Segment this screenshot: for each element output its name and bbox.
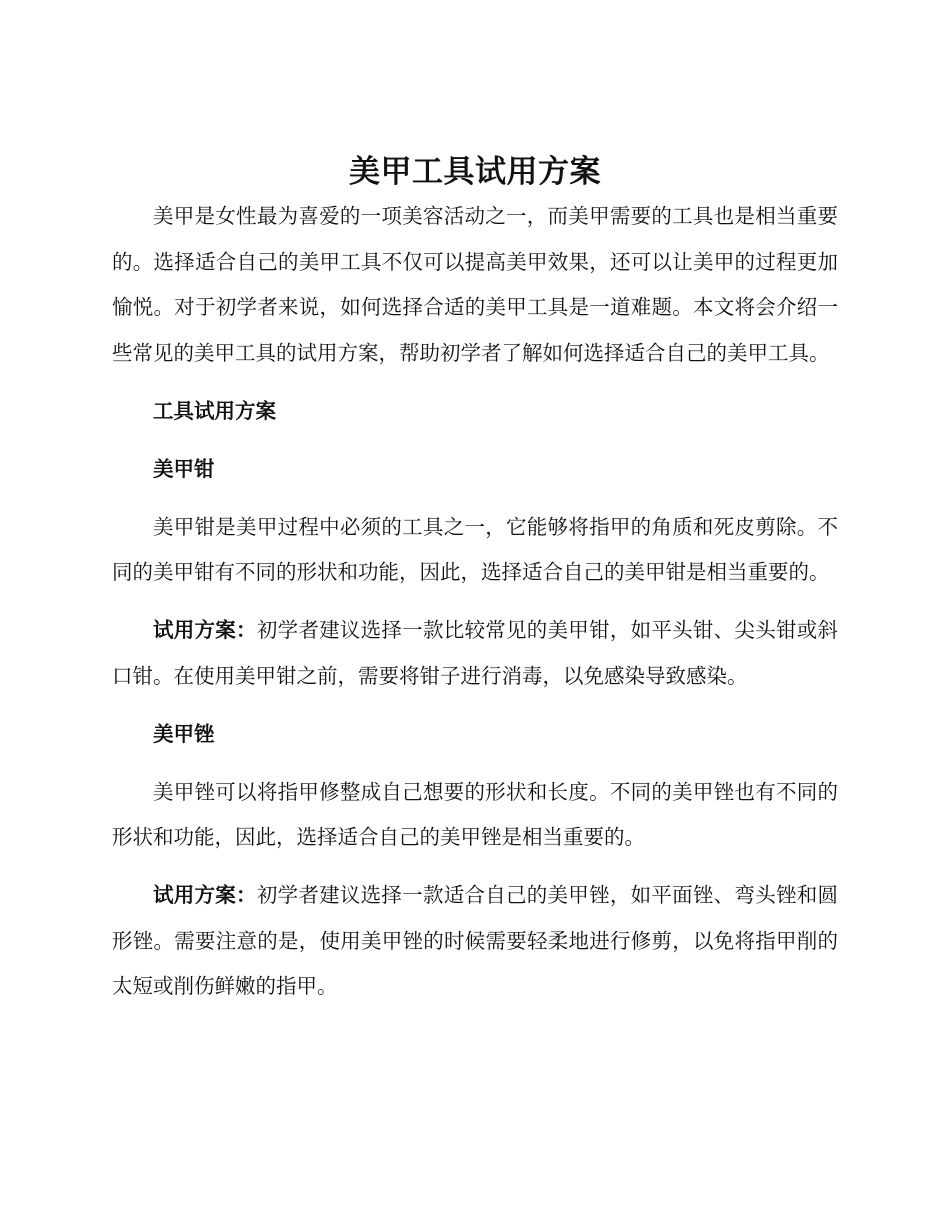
spacer	[112, 376, 838, 389]
spacer	[112, 757, 838, 770]
spacer	[112, 861, 838, 874]
spacer	[112, 699, 838, 712]
plan-text: 初学者建议选择一款比较常见的美甲钳，如平头钳、尖头钳或斜口钳。在使用美甲钳之前，需要将钳子进行消毒，以免感染导致感染。	[112, 618, 838, 688]
spacer	[112, 492, 838, 505]
intro-paragraph: 美甲是女性最为喜爱的一项美容活动之一，而美甲需要的工具也是相当重要的。选择适合自己的美甲工具不仅可以提高美甲效果，还可以让美甲的过程更加愉悦。对于初学者来说，如何选择合适的美甲工具是一道难题。本文将会介绍一些常见的美甲工具的试用方案，帮助初学者了解如何选择适合自己的美甲工具。	[112, 204, 838, 365]
plan-label: 试用方案：	[153, 883, 257, 907]
spacer	[112, 434, 838, 447]
tool-heading-nipper: 美甲钳	[153, 456, 215, 481]
spacer	[112, 596, 838, 609]
document-page	[112, 150, 838, 1010]
tool-heading-file: 美甲锉	[153, 721, 215, 746]
plan-label: 试用方案：	[153, 618, 257, 642]
tool-description-file: 美甲锉可以将指甲修整成自己想要的形状和长度。不同的美甲锉也有不同的形状和功能，因此，选择适合自己的美甲锉是相当重要的。	[112, 779, 838, 849]
tool-plan-nipper	[112, 608, 838, 699]
section-heading: 工具试用方案	[153, 398, 276, 423]
document-title: 美甲工具试用方案	[349, 154, 601, 190]
plan-text: 初学者建议选择一款适合自己的美甲锉，如平面锉、弯头锉和圆形锉。需要注意的是，使用美甲锉的时候需要轻柔地进行修剪，以免将指甲削的太短或削伤鲜嫩的指甲。	[112, 883, 838, 998]
tool-plan-file	[112, 873, 838, 1010]
tool-description-nipper: 美甲钳是美甲过程中必须的工具之一，它能够将指甲的角质和死皮剪除。不同的美甲钳有不同的形状和功能，因此，选择适合自己的美甲钳是相当重要的。	[112, 514, 838, 584]
